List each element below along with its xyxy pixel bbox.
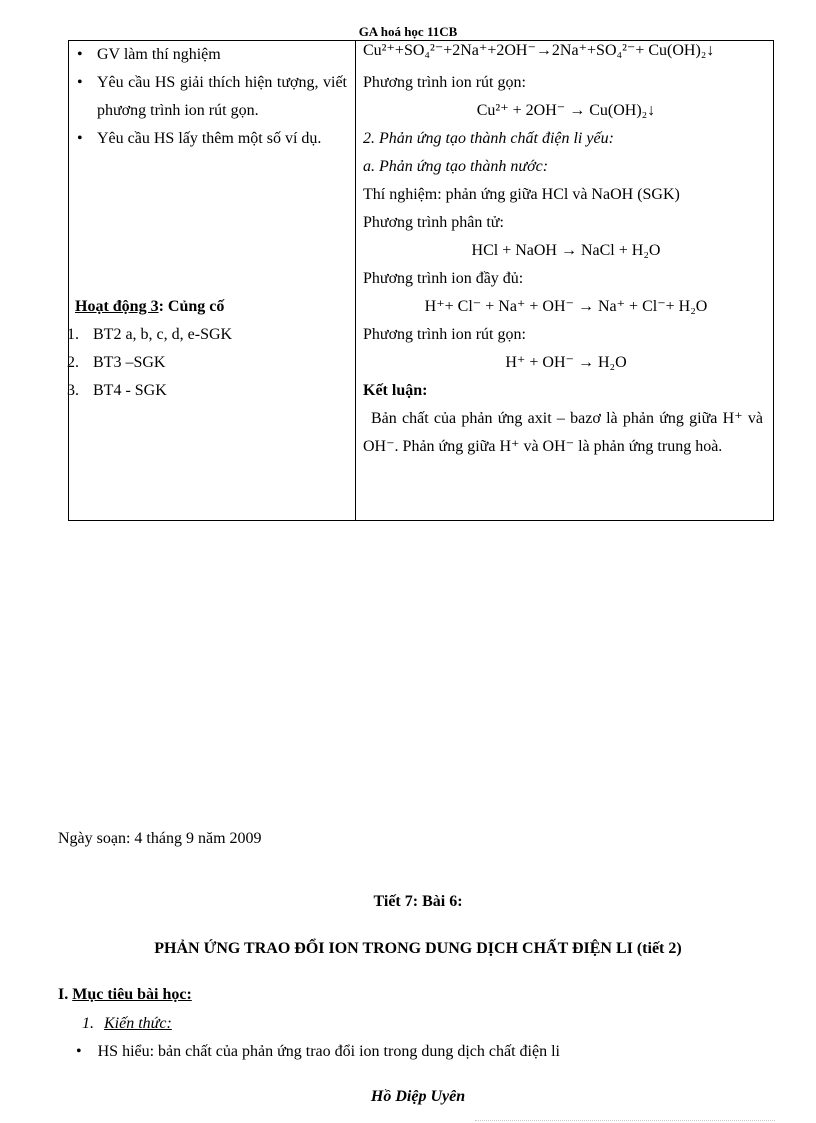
footer-rule bbox=[475, 1120, 775, 1121]
equation-reduced-water: H⁺ + OH⁻ → H₂O bbox=[505, 354, 627, 371]
list-item: 3. BT4 - SGK bbox=[67, 382, 167, 399]
list-item: • Yêu cầu HS giải thích hiện tượng, viết phương trình ion rút gọn. bbox=[69, 69, 355, 125]
bullet-icon: • bbox=[77, 130, 83, 147]
equation-reduced-cu: Cu²⁺ + 2OH⁻ → Cu(OH)₂↓ bbox=[476, 102, 656, 119]
subsection-title: Kiến thức: bbox=[104, 1015, 172, 1032]
equation-molecular: HCl + NaOH → NaCl + H₂O bbox=[471, 242, 661, 259]
experiment-text: Thí nghiệm: phản ứng giữa HCl và NaOH (SGK) bbox=[363, 186, 680, 203]
column-divider bbox=[355, 41, 356, 520]
list-item: • Yêu cầu HS lấy thêm một số ví dụ. bbox=[69, 125, 355, 153]
section-heading-weak-electrolyte: 2. Phản ứng tạo thành chất điện li yếu: bbox=[363, 130, 614, 147]
lesson-title: PHẢN ỨNG TRAO ĐỔI ION TRONG DUNG DỊCH CHẤT ĐIỆN LI (tiết 2) bbox=[154, 940, 682, 957]
label-reduced-ionic: Phương trình ion rút gọn: bbox=[363, 74, 526, 91]
lesson-table bbox=[68, 40, 774, 521]
label-full-ionic: Phương trình ion đầy đủ: bbox=[363, 270, 524, 287]
section-heading bbox=[58, 986, 192, 1004]
bullet-icon: • bbox=[77, 46, 83, 63]
section-number: I. bbox=[58, 986, 69, 1003]
bullet-icon: • bbox=[77, 74, 83, 91]
list-item: • HS hiểu: bản chất của phản ứng trao đổi ion trong dung dịch chất điện li bbox=[76, 1043, 560, 1060]
section-title: Mục tiêu bài học: bbox=[72, 986, 192, 1003]
page-header: GA hoá học 11CB bbox=[358, 24, 458, 39]
equation-full-ionic-cu: Cu²⁺+SO₄²⁻+2Na⁺+2OH⁻→2Na⁺+SO₄²⁻+ Cu(OH)₂↓ bbox=[363, 42, 715, 59]
equation-full-ionic: H⁺+ Cl⁻ + Na⁺ + OH⁻ → Na⁺ + Cl⁻+ H₂O bbox=[424, 298, 708, 315]
list-item: 2. BT3 –SGK bbox=[67, 354, 166, 371]
bullet-icon: • bbox=[76, 1043, 82, 1060]
teacher-activity-column bbox=[69, 41, 355, 405]
date-line: Ngày soạn: 4 tháng 9 năm 2009 bbox=[58, 830, 262, 847]
subsection-heading bbox=[82, 1015, 172, 1033]
author-footer: Hồ Diệp Uyên bbox=[370, 1088, 466, 1105]
subsection-number: 1. bbox=[82, 1015, 94, 1032]
lesson-line: Tiết 7: Bài 6: bbox=[373, 893, 463, 910]
list-item: 1. BT2 a, b, c, d, e-SGK bbox=[67, 326, 233, 343]
activity-heading: Hoạt động 3: Củng cố bbox=[75, 298, 225, 315]
conclusion-text: Bản chất của phản ứng axit – bazơ là phản ứng giữa H⁺ và OH⁻. Phản ứng giữa H⁺ và OH⁻ là phản ứng trung hoà. bbox=[363, 410, 763, 455]
list-item: • GV làm thí nghiệm bbox=[69, 41, 355, 69]
content-column bbox=[363, 41, 769, 461]
subsection-heading-water: a. Phản ứng tạo thành nước: bbox=[363, 158, 549, 175]
conclusion-label: Kết luận: bbox=[363, 382, 428, 399]
label-reduced-ionic-2: Phương trình ion rút gọn: bbox=[363, 326, 526, 343]
label-molecular: Phương trình phân tử: bbox=[363, 214, 504, 231]
